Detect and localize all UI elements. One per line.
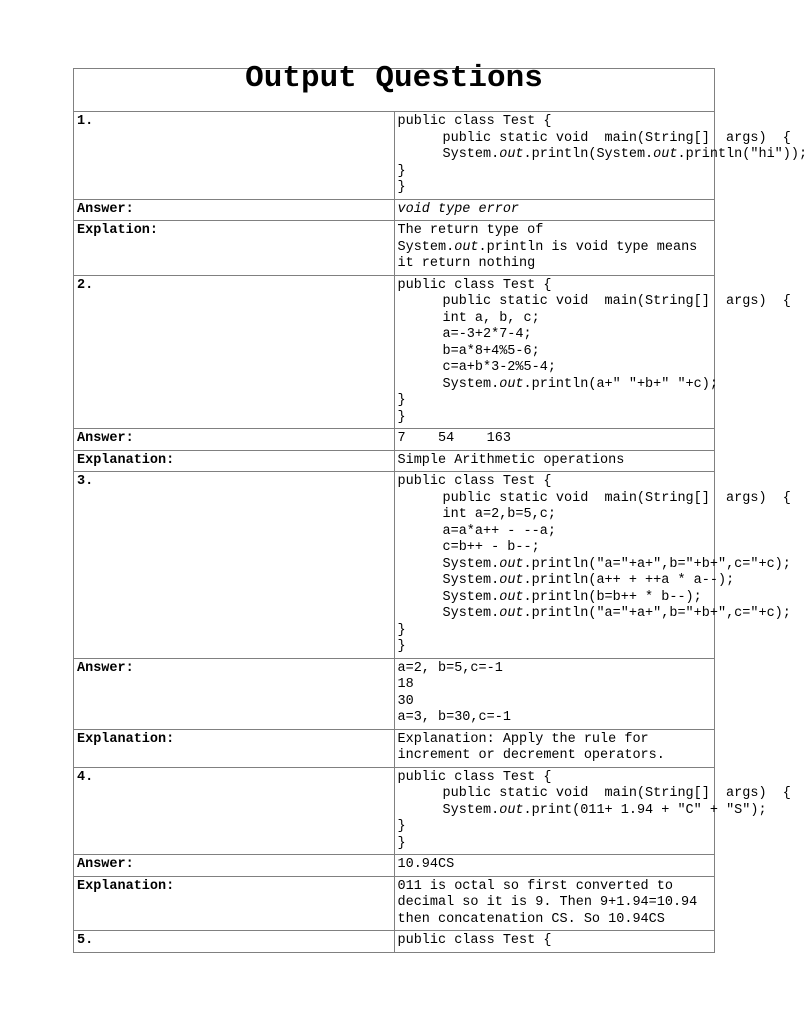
question-row bbox=[74, 112, 715, 200]
explanation-label: Explation: bbox=[74, 221, 395, 276]
document-page bbox=[73, 61, 807, 953]
code-text: System. bbox=[442, 556, 500, 572]
question-row bbox=[74, 931, 715, 953]
code-line: } bbox=[397, 819, 406, 834]
question-row bbox=[74, 472, 715, 659]
code-text: System. bbox=[442, 376, 500, 392]
code-block: public class Test { bbox=[394, 931, 715, 953]
code-line: } bbox=[397, 409, 406, 425]
explanation-part: out bbox=[454, 239, 479, 255]
code-text: System. bbox=[442, 589, 500, 605]
title-row bbox=[74, 69, 715, 112]
code-text: out bbox=[499, 589, 524, 605]
code-line: } bbox=[397, 639, 406, 654]
explanation-text: Simple Arithmetic operations bbox=[394, 450, 715, 472]
explanation-text: 011 is octal so first converted to decimal so it is 9. Then 9+1.94=10.94 then concatenation CS. So 10.94CS bbox=[394, 876, 715, 931]
code-line: } bbox=[397, 180, 406, 195]
questions-table bbox=[73, 61, 807, 953]
answer-row bbox=[74, 855, 715, 877]
code-line: } bbox=[397, 622, 406, 638]
answer-label: Answer: bbox=[74, 199, 395, 221]
code-block bbox=[394, 472, 791, 659]
code-text: .println("a="+a+",b="+b+",c="+c); bbox=[523, 556, 791, 572]
answer-row bbox=[74, 199, 715, 221]
answer-label: Answer: bbox=[74, 429, 395, 451]
code-line: public static void main(String[] args) { bbox=[442, 786, 791, 801]
answer-label: Answer: bbox=[74, 658, 395, 729]
question-number: 3. bbox=[74, 472, 395, 659]
answer-row bbox=[74, 429, 715, 451]
code-text: out bbox=[499, 573, 524, 588]
explanation-row bbox=[74, 876, 715, 931]
question-number: 1. bbox=[74, 112, 395, 200]
code-text: .println(a+" "+b+" "+c); bbox=[523, 376, 718, 392]
explanation-text: Explanation: Apply the rule for increment or decrement operators. bbox=[394, 729, 715, 767]
code-text: out bbox=[499, 556, 524, 572]
explanation-row bbox=[74, 221, 715, 276]
explanation-row bbox=[74, 450, 715, 472]
question-number: 5. bbox=[74, 931, 395, 953]
code-text: System. bbox=[442, 802, 500, 818]
answer-text: void type error bbox=[394, 199, 715, 221]
code-line: public class Test { bbox=[397, 769, 552, 785]
answer-text: 10.94CS bbox=[394, 855, 715, 877]
code-block bbox=[394, 767, 791, 855]
answer-text: 7 54 163 bbox=[394, 429, 715, 451]
explanation-label: Explanation: bbox=[74, 729, 395, 767]
code-text: .println("a="+a+",b="+b+",c="+c); bbox=[523, 606, 791, 621]
code-line: public static void main(String[] args) { bbox=[442, 490, 791, 506]
question-row bbox=[74, 767, 715, 855]
code-text: .println("hi")); bbox=[677, 147, 807, 162]
answer-label: Answer: bbox=[74, 855, 395, 877]
code-text: System. bbox=[442, 606, 500, 621]
page-title: Output Questions bbox=[74, 69, 715, 112]
code-line: } bbox=[397, 393, 406, 408]
question-number: 2. bbox=[74, 275, 395, 429]
code-line: public static void main(String[] args) { bbox=[442, 130, 791, 146]
answer-line: 30 bbox=[397, 693, 414, 709]
code-text: out bbox=[499, 147, 524, 162]
code-line: public class Test { bbox=[397, 277, 552, 293]
answer-row bbox=[74, 658, 715, 729]
code-text: out bbox=[499, 376, 524, 392]
code-line: public class Test { bbox=[397, 474, 552, 489]
explanation-label: Explanation: bbox=[74, 450, 395, 472]
question-number: 4. bbox=[74, 767, 395, 855]
code-text: .println(System. bbox=[523, 147, 654, 162]
code-line: a=a*a++ - --a; bbox=[442, 523, 556, 539]
explanation-row bbox=[74, 729, 715, 767]
code-line: } bbox=[397, 163, 406, 179]
explanation-label: Explanation: bbox=[74, 876, 395, 931]
code-line: int a=2,b=5,c; bbox=[442, 507, 556, 522]
code-line: b=a*8+4%5-6; bbox=[442, 343, 540, 359]
code-line: c=b++ - b--; bbox=[442, 540, 540, 555]
code-text: out bbox=[653, 147, 678, 162]
code-text: out bbox=[499, 802, 524, 818]
answer-line: a=2, b=5,c=-1 bbox=[397, 660, 503, 676]
code-text: .print(011+ 1.94 + "C" + "S"); bbox=[523, 802, 767, 818]
answer-text bbox=[394, 658, 715, 729]
answer-line: 18 bbox=[397, 677, 414, 692]
question-row bbox=[74, 275, 715, 429]
explanation-part: The return type of System. bbox=[397, 223, 568, 255]
code-text: .println(a++ + ++a * a--); bbox=[523, 573, 735, 588]
code-text: .println(b=b++ * b--); bbox=[523, 589, 702, 605]
code-text: System. bbox=[442, 147, 500, 162]
explanation-text bbox=[394, 221, 715, 276]
code-line: a=-3+2*7-4; bbox=[442, 327, 532, 342]
explanation-part: .println is void type means it return nothing bbox=[397, 239, 706, 271]
code-line: c=a+b*3-2%5-4; bbox=[442, 360, 556, 375]
code-block bbox=[394, 112, 807, 200]
code-text: System. bbox=[442, 573, 500, 588]
code-line: } bbox=[397, 835, 406, 851]
code-block bbox=[394, 275, 791, 429]
code-line: public static void main(String[] args) { bbox=[442, 294, 791, 309]
answer-line: a=3, b=30,c=-1 bbox=[397, 710, 511, 725]
code-line: public class Test { bbox=[397, 114, 552, 129]
code-line: int a, b, c; bbox=[442, 310, 540, 326]
code-text: out bbox=[499, 606, 524, 621]
